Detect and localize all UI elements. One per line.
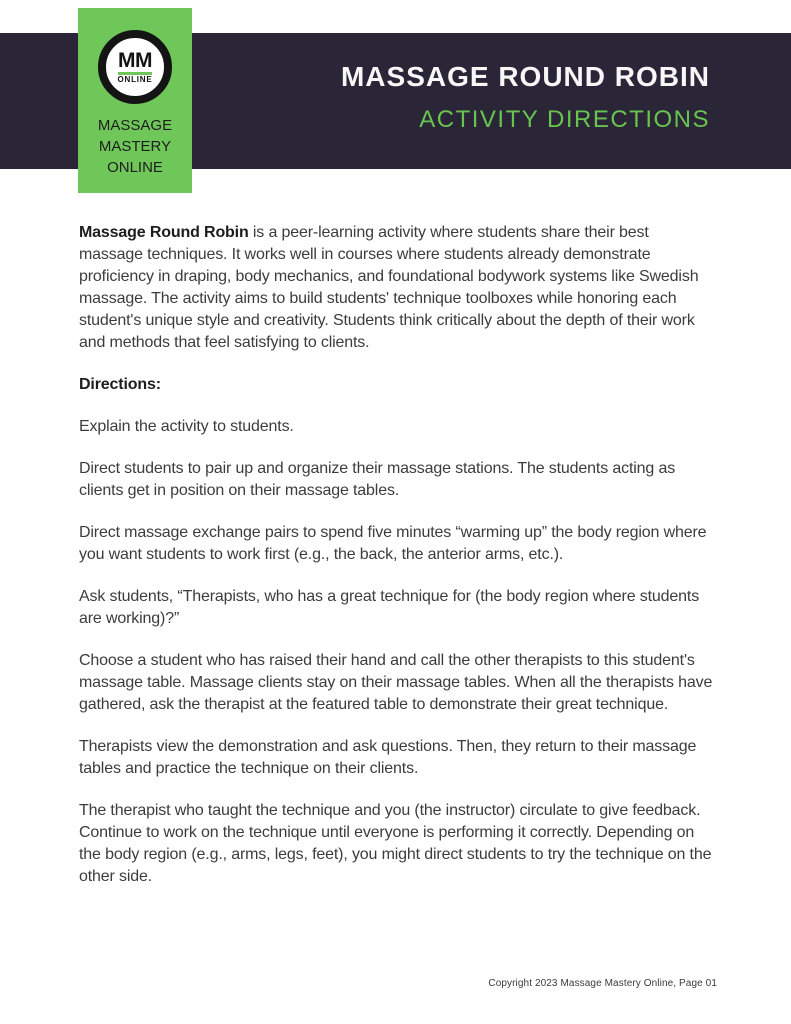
intro-lead-bold: Massage Round Robin	[79, 224, 249, 241]
mm-online-logo-icon	[98, 30, 172, 104]
direction-step: Ask students, “Therapists, who has a great technique for (the body region where students are working)?”	[79, 588, 700, 627]
direction-step: Therapists view the demonstration and ask questions. Then, they return to their massage tables and practice the technique on their clients.	[79, 738, 697, 777]
logo-monogram: MM	[118, 49, 152, 72]
direction-step: Explain the activity to students.	[79, 418, 294, 435]
direction-step: The therapist who taught the technique and you (the instructor) circulate to give feedback. Continue to work on the technique until everyone is performing it correctly. Depending on the body region (e.g., arms, legs, feet), you might direct students to try the technique on the other side.	[79, 802, 712, 885]
page-subtitle: ACTIVITY DIRECTIONS	[419, 106, 710, 133]
logo-block	[78, 8, 192, 193]
document-body	[79, 222, 713, 908]
copyright-footer: Copyright 2023 Massage Mastery Online, Page 01	[488, 978, 717, 989]
direction-step: Direct massage exchange pairs to spend five minutes “warming up” the body region where you want students to work first (e.g., the back, the anterior arms, etc.).	[79, 524, 707, 563]
direction-step: Choose a student who has raised their hand and call the other therapists to this student's massage table. Massage clients stay on their massage tables. When all the therapists have gathered, ask the therapist at the featured table to demonstrate their great technique.	[79, 652, 713, 713]
org-name-line: MASSAGE	[97, 117, 173, 134]
org-name-line: ONLINE	[107, 159, 163, 176]
org-name-line: MASTERY	[98, 138, 172, 155]
org-name	[78, 115, 192, 178]
directions-heading: Directions:	[79, 376, 161, 393]
header-titles	[341, 63, 710, 132]
direction-step: Direct students to pair up and organize their massage stations. The students acting as clients get in position on their massage tables.	[79, 460, 676, 499]
intro-paragraph	[79, 222, 713, 354]
intro-text: is a peer-learning activity where students share their best massage techniques. It works well in courses where students already demonstrate proficiency in draping, body mechanics, and foundational bodywork systems like Swedish massage. The activity aims to build students' technique toolboxes while honoring each student's unique style and creativity. Students think critically about the depth of their work and methods that feel satisfying to clients.	[79, 224, 699, 351]
page-title: MASSAGE ROUND ROBIN	[340, 61, 710, 92]
logo-online-label: ONLINE	[117, 75, 153, 84]
